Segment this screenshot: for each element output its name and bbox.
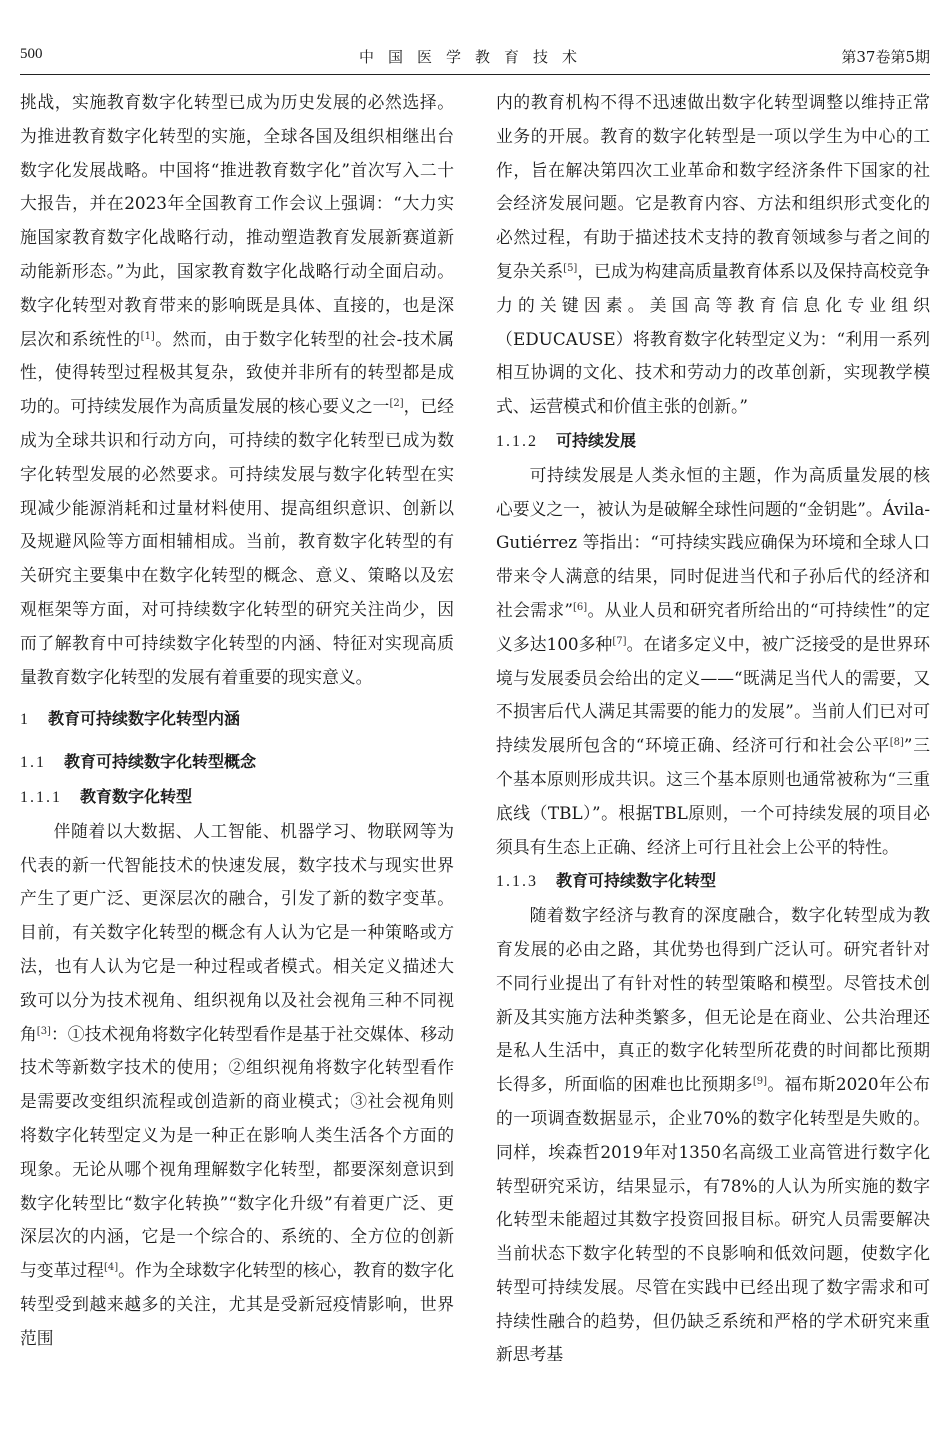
section-heading-1-1-1 [20,780,454,815]
issue-info: 第37卷第5期 [841,48,930,66]
section-number: 1.1.1 [20,788,62,806]
section-title: 教育可持续数字化转型概念 [64,752,257,772]
text-run: 随着数字经济与教育的深度融合，数字化转型成为教育发展的必由之路，其优势也得到广泛认可。研究者针对不同行业提出了有针对性的转型策略和模型。尽管技术创新及其实施方法种类繁多，但无论是在商业、公共治理还是私人生活中，真正的数字化转型所花费的时间都比预期长得多，所面临的困难也比预期多 [496,905,930,1095]
section-title: 教育可持续数字化转型内涵 [48,709,241,729]
section-number: 1.1.3 [496,873,538,891]
citation-ref: [1] [140,330,155,342]
section-heading-1-1 [20,745,454,780]
citation-ref: [9] [752,1076,768,1088]
page-header [20,46,930,72]
text-run: 。然而，由于数字化转型的社会-技术属性，使得转型过程极其复杂，致使并非所有的转型都是成功的。可持续发展作为高质量发展的核心要义之一 [20,328,454,417]
left-column [20,86,454,1355]
text-run: ，已成为构建高质量教育体系以及保持高校竞争力的关键因素。美国高等教育信息化专业组织（EDUCAUSE）将教育数字化转型定义为：“利用一系列相互协调的文化、技术和劳动力的改革创新，实现教学模式、运营模式和价值主张的创新。” [496,260,930,417]
section-title: 教育数字化转型 [80,786,193,806]
paragraph-sustainable-digital [496,899,930,1372]
page-number: 500 [20,46,43,62]
citation-ref: [3] [36,1025,51,1037]
citation-ref: [8] [889,737,904,749]
text-run: 。从业人员和研究者所给出的“可持续性”的定义多达100多种 [496,599,930,654]
text-run: ：①技术视角将数字化转型看作是基于社交媒体、移动技术等新数字技术的使用；②组织视角将数字化转型看作是需要改变组织流程或创造新的商业模式；③社会视角则将数字化转型定义为是一种正在影响人类生活各个方面的现象。无论从哪个视角理解数字化转型，都要深刻意识到数字化转型比“数字化转换”“数字化升级”有着更广泛、更深层次的内涵，它是一个综合的、系统的、全方位的创新与变革过程 [20,1023,454,1281]
text-run: 挑战，实施教育数字化转型已成为历史发展的必然选择。为推进教育数字化转型的实施，全球各国及组织相继出台数字化发展战略。中国将“推进教育数字化”首次写入二十大报告，并在2023年全国教育工作会议上强调：“大力实施国家教育数字化战略行动，推动塑造教育发展新赛道新动能新形态。”为此，国家教育数字化战略行动全面启动。数字化转型对教育带来的影响既是具体、直接的，也是深层次和系统性的 [20,92,454,349]
paragraph-sustainability [496,459,930,865]
header-rule [20,74,930,75]
section-heading-1-1-2 [496,424,930,459]
section-number: 1 [20,711,30,729]
paragraph-intro [20,86,454,694]
citation-ref: [5] [563,262,578,274]
section-heading-1 [20,702,454,737]
journal-title: 中国医学教育技术 [358,48,591,66]
text-run: 。在诸多定义中，被广泛接受的是世界环境与发展委员会给出的定义——“既满足当代人的需要，又不损害后代人满足其需要的能力的发展”。当前人们已对可持续发展所包含的“环境正确、经济可行和社会公平 [496,633,930,756]
paragraph-continued [496,86,930,424]
right-column [496,86,930,1372]
text-run: 。福布斯2020年公布的一项调查数据显示，企业70%的数字化转型是失败的。同样，埃森哲2019年对1350名高级工业高管进行数字化转型研究采访，结果显示，有78%的人认为所实施的数字化转型未能超过其数字投资回报目标。研究人员需要解决当前状态下数字化转型的不良影响和低效问题，使数字化转型可持续发展。尽管在实践中已经出现了数字需求和可持续性融合的趋势，但仍缺乏系统和严格的学术研究来重新思考基 [496,1074,930,1365]
text-run: 。作为全球数字化转型的核心，教育的数字化转型受到越来越多的关注，尤其是受新冠疫情影响，世界范围 [20,1260,454,1348]
text-run: ，已经成为全球共识和行动方向，可持续的数字化转型已成为数字化转型发展的必然要求。可持续发展与数字化转型在实现减少能源消耗和过量材料使用、提高组织意识、创新以及规避风险等方面相辅相成。当前，教育数字化转型的有关研究主要集中在数字化转型的概念、意义、策略以及宏观框架等方面，对可持续数字化转型的研究关注尚少，因而了解教育中可持续数字化转型的内涵、特征对实现高质量教育数字化转型的发展有着重要的现实意义。 [20,396,454,687]
citation-ref: [7] [612,635,627,647]
citation-ref: [2] [389,398,404,410]
section-heading-1-1-3 [496,864,930,899]
citation-ref: [4] [103,1262,119,1274]
text-run: 伴随着以大数据、人工智能、机器学习、物联网等为代表的新一代智能技术的快速发展，数字技术与现实世界产生了更广泛、更深层次的融合，引发了新的数字变革。目前，有关数字化转型的概念有人认为它是一种策略或方法，也有人认为它是一种过程或者模式。相关定义描述大致可以分为技术视角、组织视角以及社会视角三种不同视角 [20,820,454,1044]
paragraph-digital-transformation [20,815,454,1356]
section-title: 可持续发展 [556,430,637,450]
text-run: ”三个基本原则形成共识。这三个基本原则也通常被称为“三重底线（TBL）”。根据TBL原则，一个可持续发展的项目必须具有生态上正确、经济上可行且社会上公平的特性。 [496,735,930,857]
section-number: 1.1.2 [496,432,538,450]
citation-ref: [6] [573,601,588,613]
text-run: 内的教育机构不得不迅速做出数字化转型调整以维持正常业务的开展。教育的数字化转型是一项以学生为中心的工作，旨在解决第四次工业革命和数字经济条件下国家的社会经济发展问题。它是教育内容、方法和组织形式变化的必然过程，有助于描述技术支持的教育领域参与者之间的复杂关系 [496,92,930,281]
section-number: 1.1 [20,754,46,772]
section-title: 教育可持续数字化转型 [556,871,717,891]
text-run: 可持续发展是人类永恒的主题，作为高质量发展的核心要义之一，被认为是破解全球性问题的“金钥匙”。Ávila-Gutiérrez 等指出：“可持续实践应确保为环境和全球人口带来令人满意的结果，同时促进当代和子孙后代的经济和社会需求” [496,464,930,620]
